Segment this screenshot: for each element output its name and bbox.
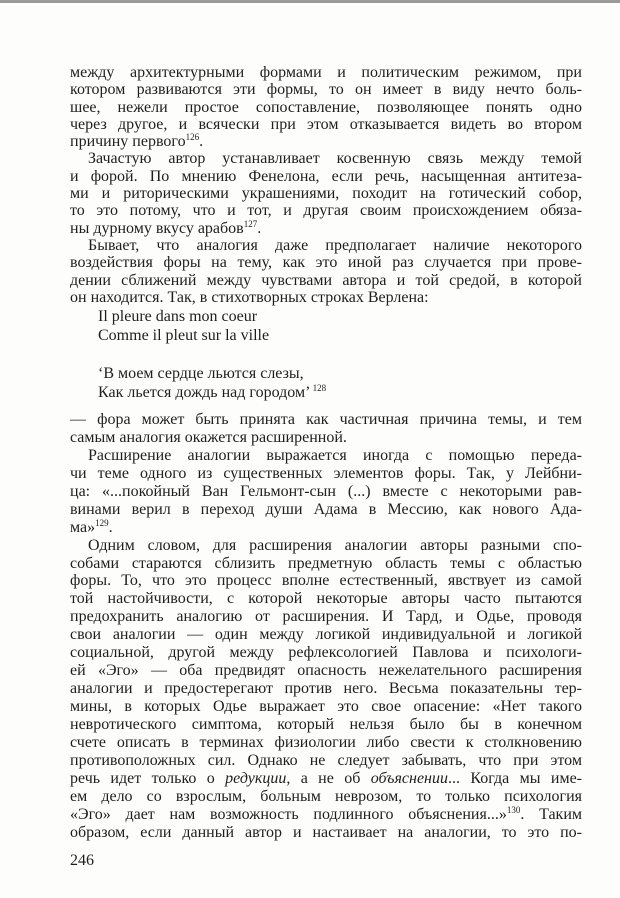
footnote-ref: 130: [506, 804, 521, 815]
text-line: [98, 364, 326, 383]
text-line: [70, 133, 582, 150]
text-run: между архитектурными формами и политическим режимом, при: [70, 64, 582, 81]
text-line: [70, 662, 582, 680]
text-run: винами верил в переход души Адама в Мессию, как нового Ада-: [70, 500, 582, 518]
text-run: Как льется дождь над городом’: [98, 384, 311, 401]
text-run: Расширение аналогии выражается иногда с помощью переда-: [88, 446, 582, 464]
text-run: .: [199, 133, 204, 151]
text-run: речь идет только о: [70, 769, 226, 787]
text-run: ем дело со взрослым, больным неврозом, то только психология: [70, 787, 582, 805]
text-line: [98, 383, 326, 402]
text-line: [70, 202, 582, 219]
text-run: шее, нежели простое сопоставление, позволяющее понять одно: [70, 98, 582, 116]
text-line: [70, 680, 582, 698]
text-run: .: [257, 219, 262, 237]
text-run: . Таким: [520, 805, 583, 823]
text-run: счете описать в терминах физиологии либо свести к столкновению: [70, 733, 582, 751]
footnote-ref: 126: [185, 132, 200, 143]
paragraphs-upper: [70, 64, 582, 306]
text-run: свои аналогии — один между логикой индивидуальной и логикой: [70, 626, 582, 644]
text-run: и форой. По мнению Фенелона, если речь, насыщенная антитеза-: [70, 167, 582, 185]
text-line: [70, 150, 582, 167]
paragraphs-lower: [70, 411, 582, 842]
text-run: форы. То, что это процесс вполне естественный, явствует из самой: [70, 572, 582, 590]
text-line: [70, 483, 582, 501]
text-line: [70, 555, 582, 573]
text-run: причину первого: [70, 133, 186, 151]
text-run: , а не об: [286, 769, 371, 787]
text-run: .: [108, 518, 113, 536]
text-run: Бывает, что аналогия даже предполагает наличие некоторого: [88, 236, 582, 254]
footnote-ref: 127: [243, 218, 258, 229]
text-run: образом, если данный автор и настаивает на аналогии, то это по-: [70, 823, 582, 841]
text-line: [70, 99, 582, 116]
text-line: [70, 465, 582, 483]
text-run: воздействия форы на тему, как это иной раз случается при прове-: [70, 254, 582, 272]
text-run: ца: «...покойный Ван Гельмонт-сын (...) вместе с некоторыми рав-: [70, 482, 582, 500]
text-line: [70, 237, 582, 254]
text-line: [70, 116, 582, 133]
text-line: [70, 272, 582, 289]
text-run: ... Когда мы име-: [448, 769, 582, 787]
text-line: [70, 501, 582, 519]
text-line: [70, 185, 582, 202]
text-line: [70, 734, 582, 752]
italic-term: редукции: [225, 769, 287, 787]
text-line: [70, 429, 582, 447]
text-run: противоположных сил. Однако не следует забывать, что при этом: [70, 751, 582, 769]
text-line: [70, 254, 582, 271]
text-line: [70, 752, 582, 770]
text-run: аналогии и предостерегают против него. Весьма показательны тер-: [70, 680, 582, 698]
text-run: он находится. Так, в стихотворных строках Верлена:: [70, 288, 429, 306]
text-line: [70, 168, 582, 185]
verse-french: [98, 307, 269, 345]
text-line: [70, 519, 582, 537]
text-run: — фора может быть принята как частичная причина темы, и тем: [70, 411, 582, 428]
scan-top-edge: [0, 0, 620, 3]
italic-term: объяснении: [370, 769, 448, 787]
text-run: Одним словом, для расширения аналогии авторы разными спо-: [88, 536, 582, 554]
text-line: [70, 806, 582, 824]
text-run: ей «Эго» — оба предвидят опасность нежелательного расширения: [70, 662, 582, 680]
text-run: Comme il pleut sur la ville: [98, 327, 270, 344]
text-run: ны дурному вкусу арабов: [70, 219, 244, 237]
text-run: то это потому, что и тот, и другая своим происхождением обяза-: [70, 202, 582, 220]
text-run: самым аналогия окажется расширенной.: [70, 428, 347, 446]
text-run: ма»: [70, 518, 96, 536]
text-line: [70, 698, 582, 716]
text-line: [70, 289, 582, 306]
footnote-ref: 129: [95, 517, 109, 528]
text-line: [70, 788, 582, 806]
text-run: Il pleure dans mon coeur: [98, 308, 258, 325]
text-line: [70, 572, 582, 590]
text-line: [70, 447, 582, 465]
text-line: [98, 307, 269, 326]
text-line: [70, 81, 582, 98]
text-run: ми и риторическими украшениями, походит на готический собор,: [70, 185, 582, 203]
text-run: предохранить аналогию от расширения. И Тард, и Одье, проводя: [70, 608, 582, 626]
text-line: [70, 716, 582, 734]
text-run: социальной, другой между рефлексологией Павлова и психологи-: [70, 644, 582, 662]
text-run: мины, в которых Одье выражает это свое опасение: «Нет такого: [70, 698, 582, 715]
text-run: дении сближений между чувствами автора и той средой, в которой: [70, 271, 582, 289]
text-run: чи теме одного из существенных элементов форы. Так, у Лейбни-: [70, 464, 582, 482]
text-run: невротического симптома, который нельзя было бы в конечном: [70, 715, 582, 733]
text-run: «Эго» дает нам возможность подлинного объяснения...»: [70, 805, 507, 823]
text-line: [70, 64, 582, 81]
text-run: ‘В моем сердце льются слезы,: [98, 365, 304, 382]
text-line: [70, 590, 582, 608]
text-line: [70, 537, 582, 555]
text-run: котором развиваются эти формы, то он имеет в виду нечто боль-: [70, 81, 582, 99]
text-run: той настойчивости, с которой некоторые авторы часто пытаются: [70, 590, 582, 608]
text-line: [70, 626, 582, 644]
footnote-ref: 128: [310, 383, 327, 393]
verse-russian: [98, 364, 326, 402]
text-line: [98, 326, 269, 345]
text-line: [70, 608, 582, 626]
text-line: [70, 824, 582, 842]
page-number: 246: [70, 852, 94, 869]
text-run: собами стараются сблизить предметную область темы с областью: [70, 554, 582, 572]
text-run: Зачастую автор устанавливает косвенную связь между темой: [88, 150, 582, 168]
text-line: [70, 411, 582, 429]
text-run: через другое, и всячески при этом отказывается видеть во втором: [70, 115, 582, 133]
text-line: [70, 220, 582, 237]
text-line: [70, 770, 582, 788]
text-line: [70, 644, 582, 662]
